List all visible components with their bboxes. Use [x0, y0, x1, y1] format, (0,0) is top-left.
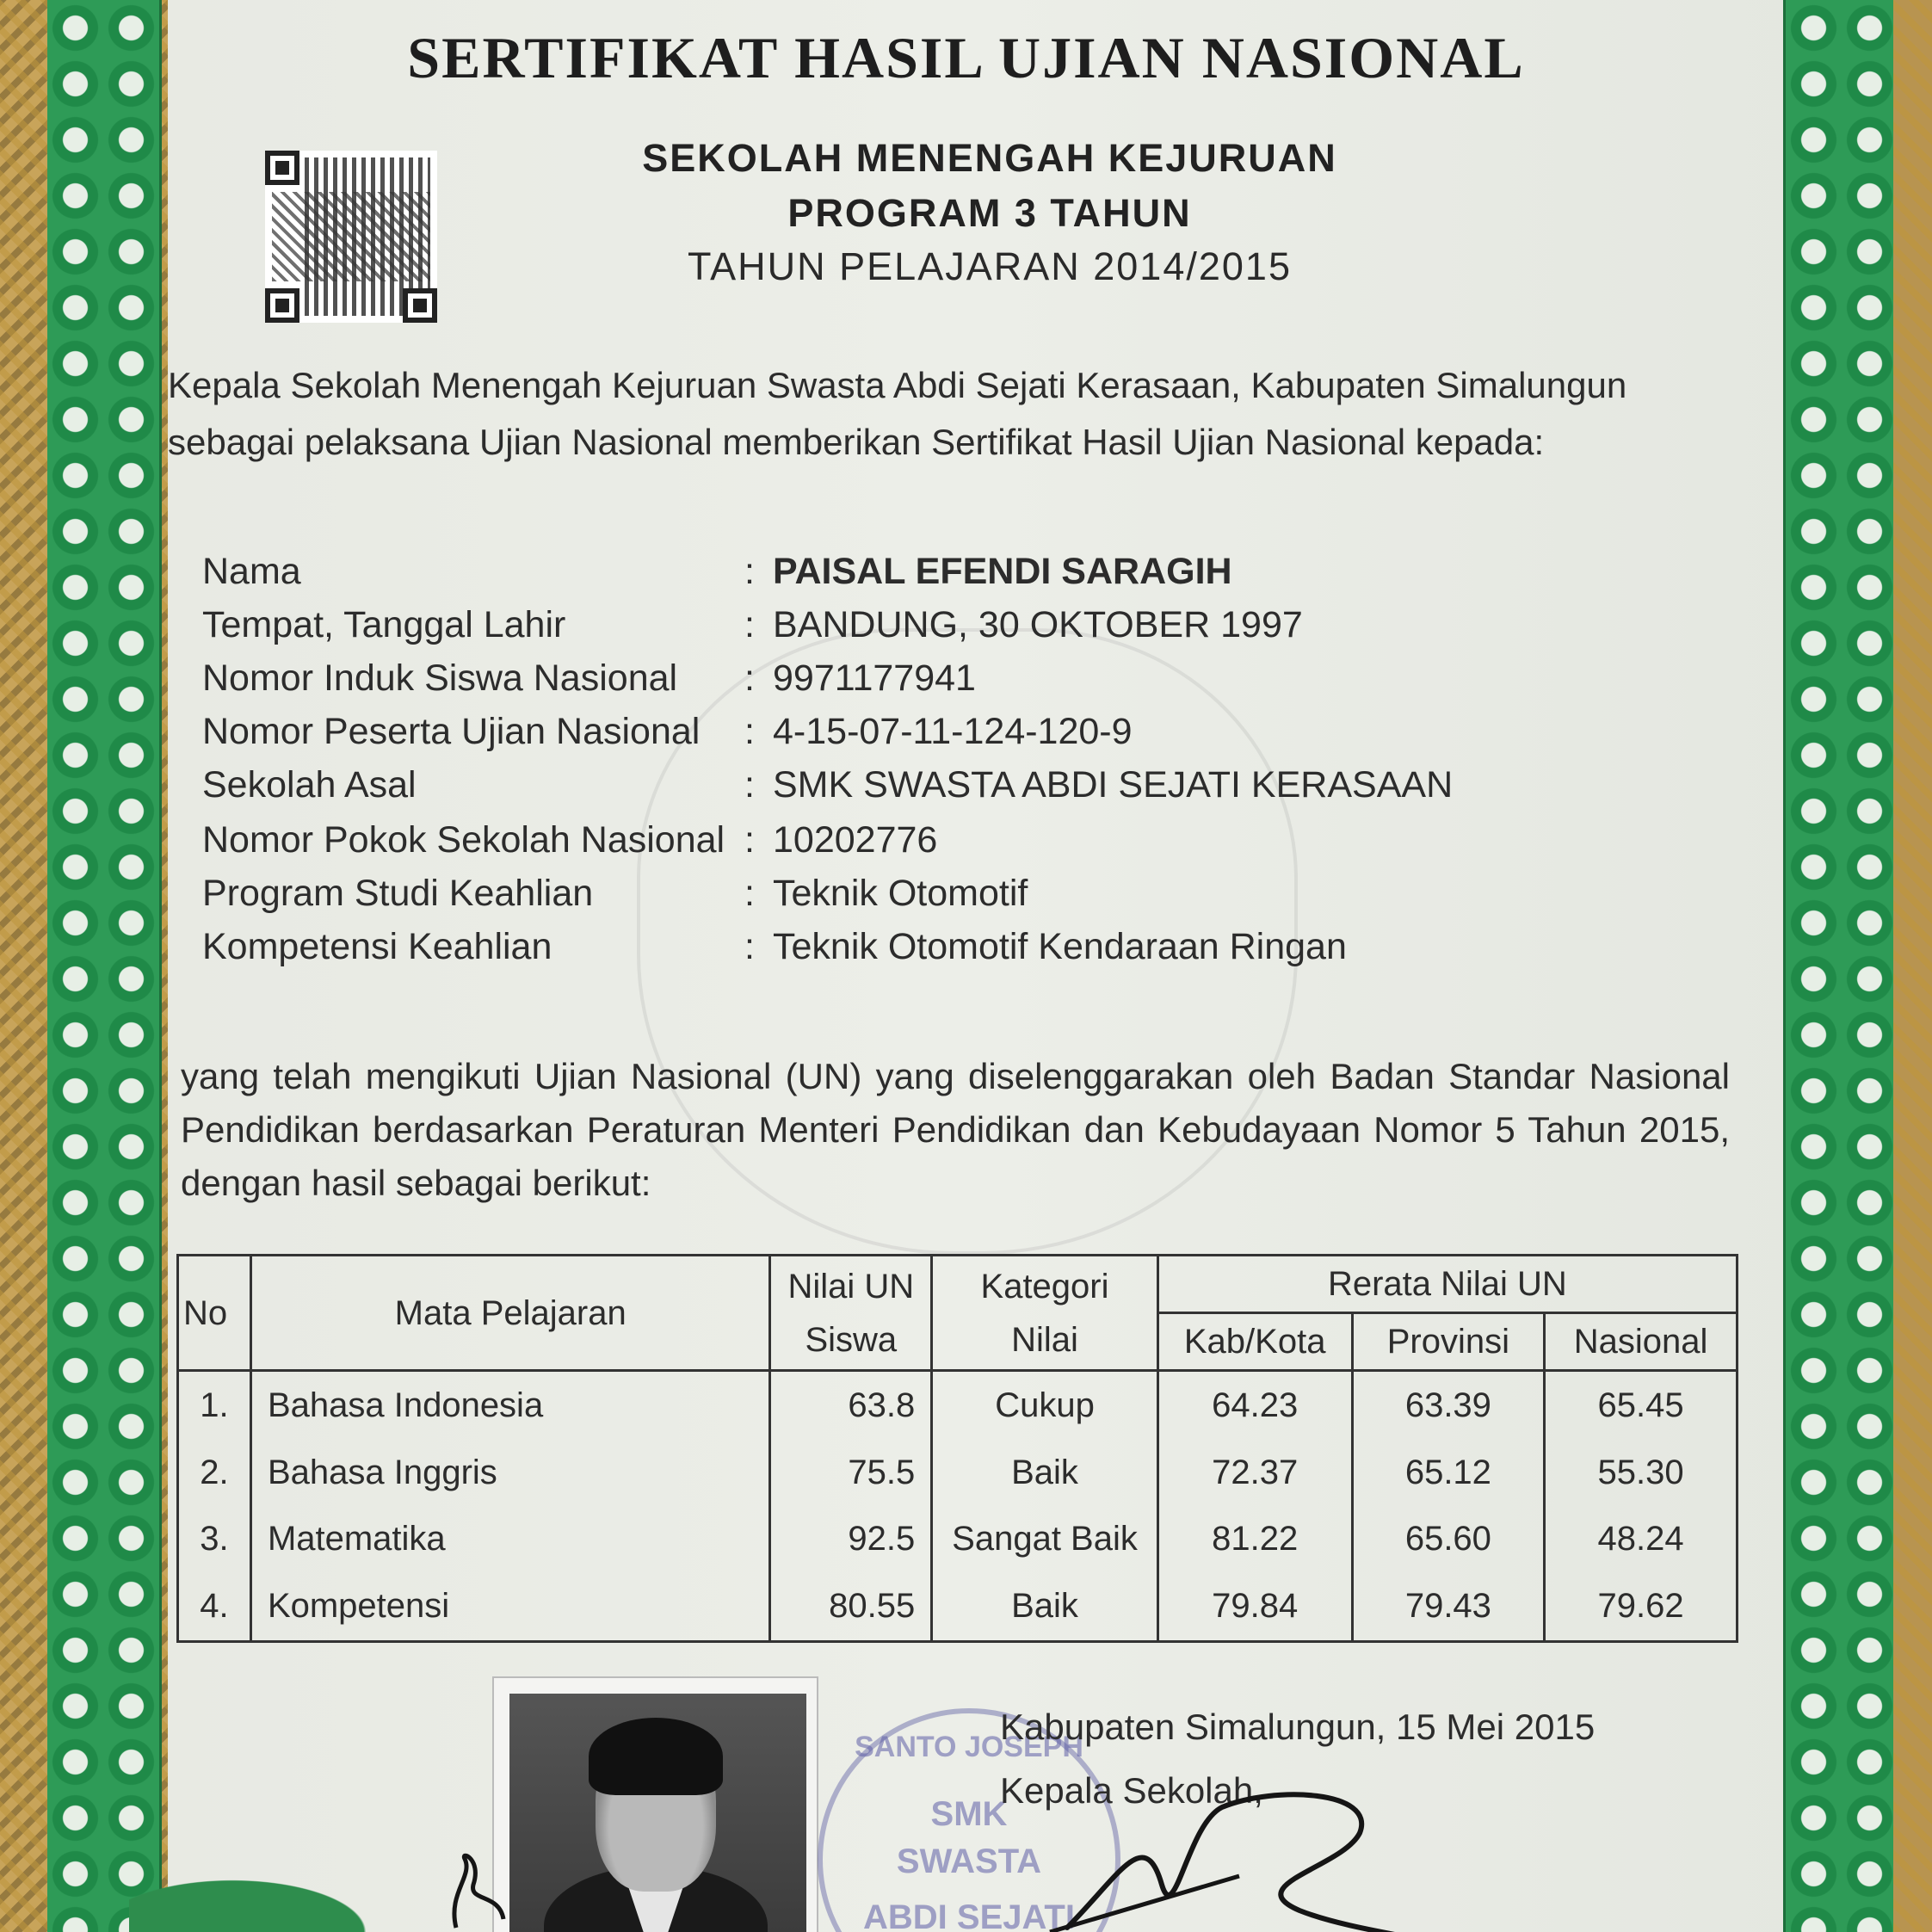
- header-category-line2: Nilai: [1011, 1320, 1078, 1359]
- cell-kab: 72.37: [1157, 1439, 1352, 1506]
- scores-table: [176, 1254, 1738, 1643]
- cell-score: 80.55: [770, 1573, 932, 1642]
- program-duration: PROGRAM 3 TAHUN: [787, 191, 1192, 235]
- cell-no: 3.: [178, 1506, 251, 1573]
- cell-score: 75.5: [770, 1439, 932, 1506]
- cell-kab: 79.84: [1157, 1573, 1352, 1642]
- cell-nas: 65.45: [1545, 1371, 1738, 1440]
- cell-category: Baik: [932, 1573, 1158, 1642]
- left-ornamental-border: [0, 0, 168, 1932]
- header-average: Rerata Nilai UN: [1157, 1256, 1737, 1313]
- header-kab: Kab/Kota: [1157, 1313, 1352, 1371]
- info-colon: :: [744, 551, 755, 592]
- stamp-line3: ABDI SEJATI: [863, 1898, 1075, 1932]
- certificate-title: SERTIFIKAT HASIL UJIAN NASIONAL: [407, 25, 1525, 90]
- stamp-top-text: SANTO JOSEPH: [855, 1731, 1083, 1763]
- table-row: [178, 1371, 1738, 1440]
- stamp-line2: SWASTA: [896, 1842, 1042, 1880]
- cell-kab: 81.22: [1157, 1506, 1352, 1573]
- header-no: No: [178, 1256, 251, 1371]
- info-colon: :: [744, 873, 755, 914]
- info-label: Sekolah Asal: [202, 764, 417, 806]
- principal-signature: [1015, 1773, 1463, 1932]
- left-green-pattern: [47, 0, 162, 1932]
- qr-finder-bottom-left: [265, 288, 299, 323]
- signatory-title: Kepala Sekolah,: [1000, 1770, 1263, 1811]
- cell-category: Cukup: [932, 1371, 1158, 1440]
- school-type: SEKOLAH MENENGAH KEJURUAN: [642, 136, 1337, 180]
- info-row-program: [202, 873, 1493, 924]
- cell-category: Baik: [932, 1439, 1158, 1506]
- intro-text: Kepala Sekolah Menengah Kejuruan Swasta Abdi Sejati Kerasaan, Kabupaten Simalungun sebagai pelaksana Ujian Nasional memberikan Sertifikat Hasil Ujian Nasional kepada:: [168, 365, 1627, 462]
- cell-nas: 55.30: [1545, 1439, 1738, 1506]
- qr-code: [265, 151, 437, 323]
- info-value: Teknik Otomotif: [773, 873, 1028, 914]
- cell-category: Sangat Baik: [932, 1506, 1158, 1573]
- cell-score: 92.5: [770, 1506, 932, 1573]
- academic-year: TAHUN PELAJARAN 2014/2015: [688, 244, 1292, 288]
- cell-prov: 79.43: [1352, 1573, 1545, 1642]
- info-label: Nomor Induk Siswa Nasional: [202, 657, 678, 699]
- right-ornamental-border: [1783, 0, 1932, 1932]
- cell-subject: Matematika: [250, 1506, 770, 1573]
- info-row-school: [202, 764, 1493, 816]
- place-date: Kabupaten Simalungun, 15 Mei 2015: [1000, 1707, 1596, 1747]
- exam-description: yang telah mengikuti Ujian Nasional (UN) yang diselenggarakan oleh Badan Standar Nasional Pendidikan berdasarkan Peraturan Menteri Pendidikan dan Kebudayaan Nomor 5 Tahun 2015, dengan hasil sebagai berikut:: [181, 1056, 1730, 1203]
- info-value: 10202776: [773, 819, 938, 861]
- info-value: 4-15-07-11-124-120-9: [773, 711, 1133, 752]
- info-colon: :: [744, 604, 755, 645]
- info-colon: :: [744, 657, 755, 699]
- info-label: Nama: [202, 551, 301, 592]
- cell-kab: 64.23: [1157, 1371, 1352, 1440]
- info-value: SMK SWASTA ABDI SEJATI KERASAAN: [773, 764, 1454, 806]
- table-row: [178, 1439, 1738, 1506]
- info-label: Tempat, Tanggal Lahir: [202, 604, 566, 645]
- header-score-line2: Siswa: [805, 1320, 898, 1359]
- info-value: PAISAL EFENDI SARAGIH: [773, 551, 1232, 592]
- info-colon: :: [744, 819, 755, 861]
- cell-no: 4.: [178, 1573, 251, 1642]
- header-subject: Mata Pelajaran: [250, 1256, 770, 1371]
- header-score-line1: Nilai UN: [787, 1267, 915, 1305]
- info-value: 9971177941: [773, 657, 976, 699]
- qr-finder-top-left: [265, 151, 299, 185]
- info-row-competency: [202, 926, 1493, 978]
- cell-prov: 65.12: [1352, 1439, 1545, 1506]
- cell-no: 2.: [178, 1439, 251, 1506]
- info-row-exam-number: [202, 711, 1493, 762]
- cell-no: 1.: [178, 1371, 251, 1440]
- photo-hair: [589, 1718, 723, 1795]
- header-prov: Provinsi: [1352, 1313, 1545, 1371]
- cell-nas: 79.62: [1545, 1573, 1738, 1642]
- photo-image: [509, 1694, 806, 1932]
- cell-prov: 63.39: [1352, 1371, 1545, 1440]
- info-value: BANDUNG, 30 OKTOBER 1997: [773, 604, 1303, 645]
- info-label: Kompetensi Keahlian: [202, 926, 552, 967]
- cell-score: 63.8: [770, 1371, 932, 1440]
- header-score: [770, 1256, 932, 1371]
- cell-subject: Bahasa Indonesia: [250, 1371, 770, 1440]
- info-row-birth: [202, 604, 1493, 656]
- info-label: Nomor Pokok Sekolah Nasional: [202, 819, 725, 861]
- header-category-line1: Kategori: [980, 1267, 1109, 1305]
- table-row: [178, 1506, 1738, 1573]
- info-colon: :: [744, 711, 755, 752]
- header-nas: Nasional: [1545, 1313, 1738, 1371]
- student-photo: [492, 1676, 818, 1932]
- info-label: Program Studi Keahlian: [202, 873, 594, 914]
- info-colon: :: [744, 926, 755, 967]
- info-label: Nomor Peserta Ujian Nasional: [202, 711, 701, 752]
- cell-nas: 48.24: [1545, 1506, 1738, 1573]
- right-gold-pattern: [1893, 0, 1932, 1932]
- cell-prov: 65.60: [1352, 1506, 1545, 1573]
- info-row-npsn: [202, 819, 1493, 871]
- cell-subject: Bahasa Inggris: [250, 1439, 770, 1506]
- table-row: [178, 1573, 1738, 1642]
- qr-finder-bottom-right: [403, 288, 437, 323]
- info-value: Teknik Otomotif Kendaraan Ringan: [773, 926, 1347, 967]
- stamp-line1: SMK: [930, 1795, 1008, 1833]
- qr-pattern-secondary: [272, 192, 430, 281]
- info-colon: :: [744, 764, 755, 806]
- info-row-nisn: [202, 657, 1493, 709]
- bottom-ornament: [129, 1872, 387, 1932]
- cell-subject: Kompetensi: [250, 1573, 770, 1642]
- student-signature: [439, 1842, 525, 1932]
- info-row-name: [202, 551, 1493, 602]
- header-category: [932, 1256, 1158, 1371]
